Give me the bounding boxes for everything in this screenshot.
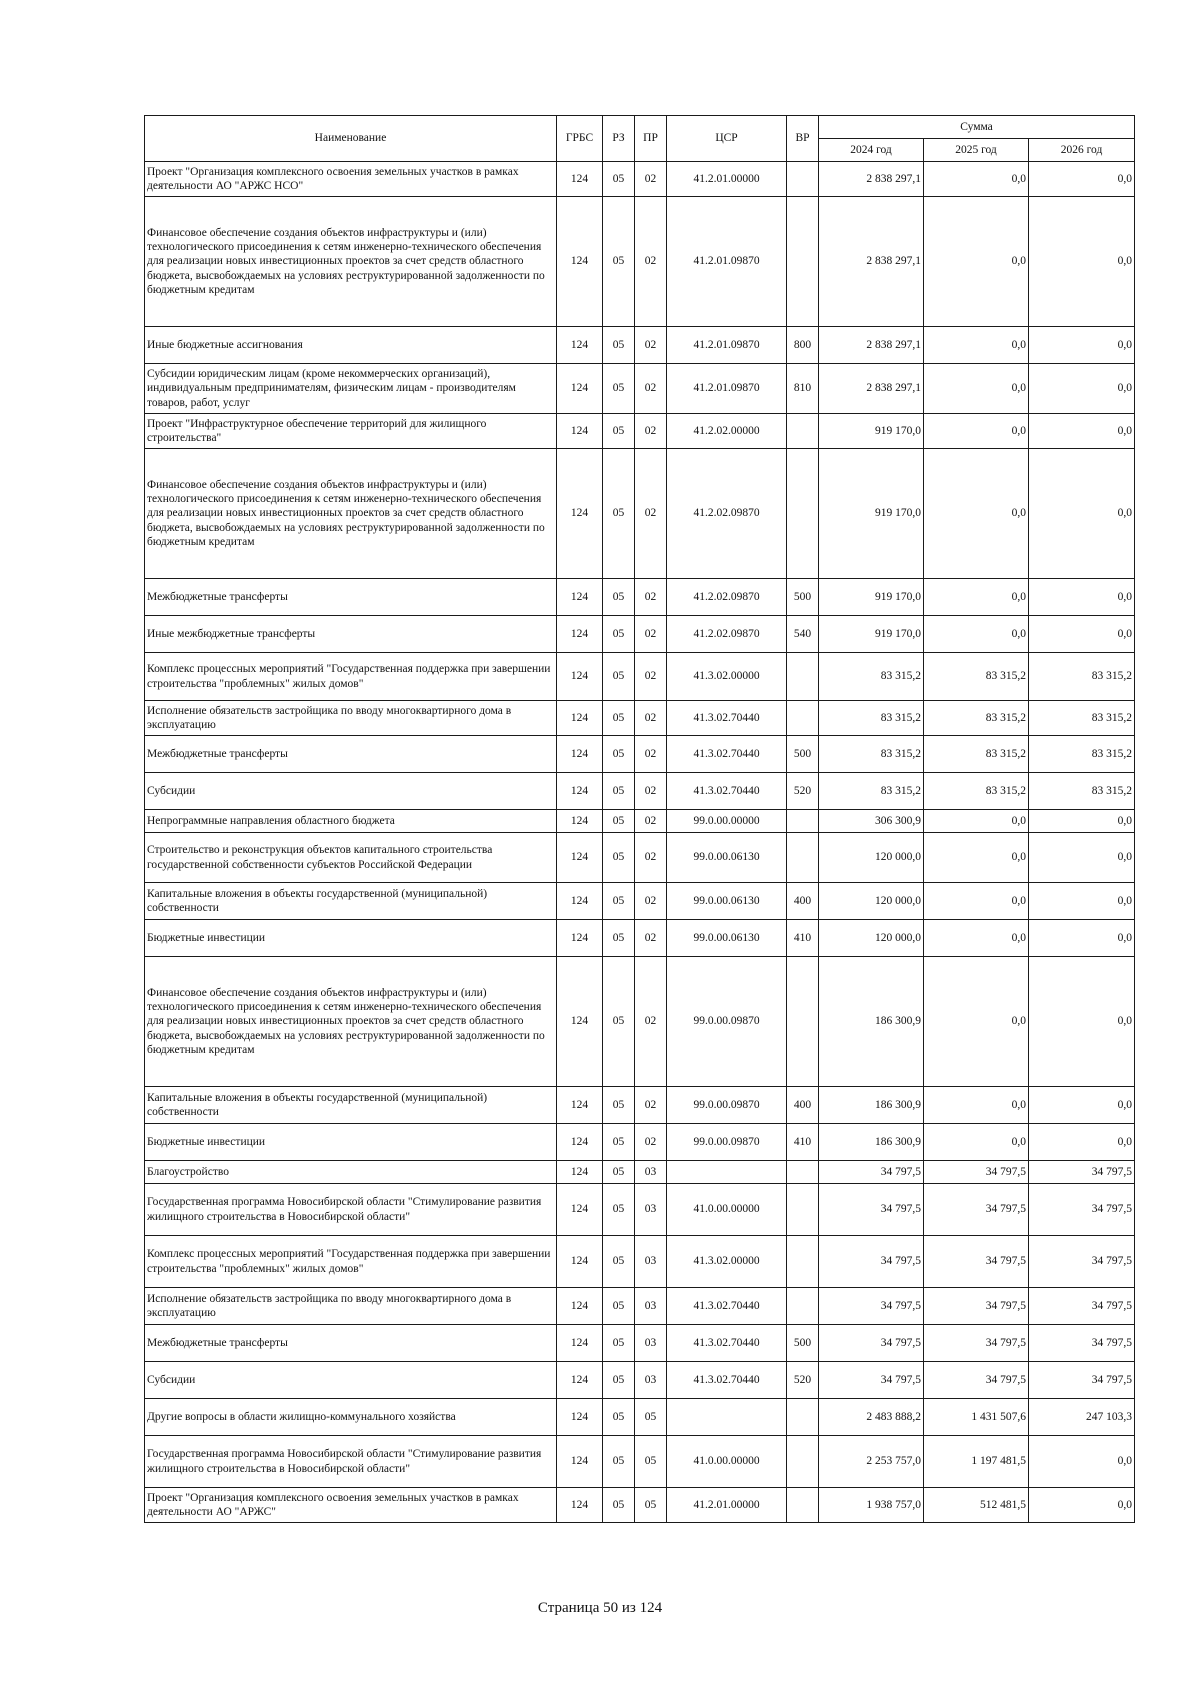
cell-pr: 02 [635,653,667,701]
cell-vr [787,1236,819,1288]
cell-sum-2025: 0,0 [924,449,1029,579]
cell-sum-2024: 120 000,0 [819,833,924,883]
cell-sum-2025: 1 197 481,5 [924,1436,1029,1488]
cell-sum-2026: 0,0 [1029,197,1135,327]
cell-rz: 05 [603,449,635,579]
cell-name: Государственная программа Новосибирской области "Стимулирование развития жилищного строительства в Новосибирской области" [145,1184,557,1236]
cell-pr: 02 [635,833,667,883]
cell-vr [787,162,819,197]
cell-pr: 03 [635,1325,667,1362]
cell-rz: 05 [603,414,635,449]
cell-csr: 41.3.02.70440 [667,701,787,736]
cell-vr [787,1184,819,1236]
cell-vr: 500 [787,736,819,773]
cell-rz: 05 [603,883,635,920]
table-row [145,1184,1135,1236]
cell-sum-2024: 34 797,5 [819,1325,924,1362]
cell-vr: 410 [787,1124,819,1161]
cell-sum-2024: 306 300,9 [819,810,924,833]
cell-sum-2024: 120 000,0 [819,920,924,957]
cell-grbs: 124 [557,883,603,920]
cell-csr [667,1161,787,1184]
header-year-2026: 2026 год [1029,139,1135,162]
cell-sum-2025: 0,0 [924,197,1029,327]
cell-pr: 02 [635,810,667,833]
cell-name: Строительство и реконструкция объектов капитального строительства государственной собственности субъектов Российской Федерации [145,833,557,883]
cell-csr: 41.2.01.09870 [667,197,787,327]
table-body [145,162,1135,1523]
cell-vr: 500 [787,1325,819,1362]
cell-rz: 05 [603,1161,635,1184]
cell-sum-2026: 0,0 [1029,920,1135,957]
header-name: Наименование [145,116,557,162]
cell-pr: 03 [635,1362,667,1399]
cell-vr: 520 [787,773,819,810]
cell-grbs: 124 [557,1236,603,1288]
cell-csr: 41.3.02.00000 [667,653,787,701]
table-row [145,616,1135,653]
cell-grbs: 124 [557,1288,603,1325]
table-row [145,1124,1135,1161]
cell-csr: 41.3.02.70440 [667,773,787,810]
cell-sum-2024: 186 300,9 [819,957,924,1087]
cell-name: Бюджетные инвестиции [145,1124,557,1161]
table-row [145,162,1135,197]
cell-pr: 03 [635,1161,667,1184]
cell-vr: 400 [787,1087,819,1124]
cell-csr: 99.0.00.06130 [667,883,787,920]
cell-csr: 41.2.01.09870 [667,364,787,414]
cell-name: Бюджетные инвестиции [145,920,557,957]
cell-grbs: 124 [557,162,603,197]
cell-rz: 05 [603,1087,635,1124]
cell-csr: 99.0.00.06130 [667,833,787,883]
cell-pr: 02 [635,920,667,957]
cell-sum-2024: 2 838 297,1 [819,364,924,414]
cell-vr [787,414,819,449]
cell-pr: 02 [635,701,667,736]
cell-name: Проект "Инфраструктурное обеспечение территорий для жилищного строительства" [145,414,557,449]
cell-sum-2024: 2 483 888,2 [819,1399,924,1436]
cell-sum-2025: 0,0 [924,833,1029,883]
cell-rz: 05 [603,736,635,773]
cell-sum-2026: 34 797,5 [1029,1161,1135,1184]
cell-sum-2025: 83 315,2 [924,773,1029,810]
cell-name: Субсидии юридическим лицам (кроме некоммерческих организаций), индивидуальным предпринимателям, физическим лицам - производителям товаров, работ, услуг [145,364,557,414]
cell-csr: 41.3.02.70440 [667,1325,787,1362]
cell-sum-2024: 186 300,9 [819,1124,924,1161]
table-row [145,414,1135,449]
cell-sum-2025: 0,0 [924,920,1029,957]
cell-rz: 05 [603,364,635,414]
cell-csr: 41.3.02.70440 [667,1288,787,1325]
cell-pr: 02 [635,883,667,920]
cell-vr: 810 [787,364,819,414]
table-row [145,1236,1135,1288]
cell-grbs: 124 [557,414,603,449]
cell-pr: 02 [635,579,667,616]
cell-sum-2026: 0,0 [1029,883,1135,920]
cell-grbs: 124 [557,616,603,653]
cell-rz: 05 [603,197,635,327]
table-row [145,1436,1135,1488]
cell-sum-2026: 34 797,5 [1029,1325,1135,1362]
cell-pr: 05 [635,1488,667,1523]
header-year-2025: 2025 год [924,139,1029,162]
cell-rz: 05 [603,327,635,364]
cell-vr [787,449,819,579]
cell-sum-2026: 0,0 [1029,1436,1135,1488]
cell-rz: 05 [603,957,635,1087]
cell-sum-2024: 34 797,5 [819,1236,924,1288]
table-row [145,833,1135,883]
cell-pr: 02 [635,1087,667,1124]
cell-csr: 99.0.00.06130 [667,920,787,957]
cell-name: Иные бюджетные ассигнования [145,327,557,364]
cell-sum-2026: 247 103,3 [1029,1399,1135,1436]
cell-sum-2026: 83 315,2 [1029,773,1135,810]
cell-csr: 41.0.00.00000 [667,1436,787,1488]
cell-grbs: 124 [557,197,603,327]
cell-sum-2026: 0,0 [1029,162,1135,197]
cell-grbs: 124 [557,1362,603,1399]
cell-rz: 05 [603,653,635,701]
cell-sum-2025: 0,0 [924,810,1029,833]
cell-grbs: 124 [557,364,603,414]
cell-sum-2026: 0,0 [1029,616,1135,653]
table-row [145,1362,1135,1399]
cell-sum-2026: 0,0 [1029,449,1135,579]
cell-sum-2024: 1 938 757,0 [819,1488,924,1523]
cell-rz: 05 [603,920,635,957]
header-vr: ВР [787,116,819,162]
cell-grbs: 124 [557,736,603,773]
cell-vr [787,197,819,327]
cell-vr [787,833,819,883]
cell-name: Капитальные вложения в объекты государственной (муниципальной) собственности [145,883,557,920]
cell-grbs: 124 [557,653,603,701]
cell-vr [787,1436,819,1488]
cell-vr [787,701,819,736]
cell-name: Государственная программа Новосибирской области "Стимулирование развития жилищного строительства в Новосибирской области" [145,1436,557,1488]
cell-vr: 800 [787,327,819,364]
cell-sum-2025: 34 797,5 [924,1325,1029,1362]
table-row [145,736,1135,773]
cell-pr: 05 [635,1399,667,1436]
cell-rz: 05 [603,833,635,883]
cell-vr [787,1161,819,1184]
cell-sum-2026: 0,0 [1029,833,1135,883]
cell-vr [787,1488,819,1523]
table-row [145,449,1135,579]
cell-vr: 520 [787,1362,819,1399]
cell-csr: 41.2.02.09870 [667,449,787,579]
cell-pr: 02 [635,449,667,579]
cell-name: Проект "Организация комплексного освоения земельных участков в рамках деятельности АО "АРЖС НСО" [145,162,557,197]
header-rz: РЗ [603,116,635,162]
cell-pr: 02 [635,197,667,327]
table-row [145,1399,1135,1436]
cell-vr [787,653,819,701]
header-csr: ЦСР [667,116,787,162]
cell-sum-2024: 919 170,0 [819,414,924,449]
cell-vr [787,1399,819,1436]
cell-rz: 05 [603,1436,635,1488]
cell-rz: 05 [603,162,635,197]
cell-name: Иные межбюджетные трансферты [145,616,557,653]
cell-sum-2024: 919 170,0 [819,449,924,579]
cell-sum-2025: 34 797,5 [924,1184,1029,1236]
table-row [145,1087,1135,1124]
cell-sum-2026: 0,0 [1029,810,1135,833]
cell-rz: 05 [603,1288,635,1325]
cell-csr: 41.3.02.00000 [667,1236,787,1288]
cell-csr: 41.2.02.09870 [667,616,787,653]
cell-rz: 05 [603,616,635,653]
cell-name: Капитальные вложения в объекты государственной (муниципальной) собственности [145,1087,557,1124]
cell-sum-2025: 0,0 [924,162,1029,197]
cell-name: Финансовое обеспечение создания объектов инфраструктуры и (или) технологического присоединения к сетям инженерно-технического обеспечения для реализации новых инвестиционных проектов за счет средств областного бюджета, высвобождаемых на условиях реструктурированной задолженности по бюджетным кредитам [145,197,557,327]
cell-name: Другие вопросы в области жилищно-коммунального хозяйства [145,1399,557,1436]
page-number: Страница 50 из 124 [537,1600,663,1616]
table-row [145,1161,1135,1184]
cell-grbs: 124 [557,449,603,579]
cell-sum-2025: 83 315,2 [924,653,1029,701]
cell-sum-2026: 34 797,5 [1029,1236,1135,1288]
cell-csr: 41.3.02.70440 [667,736,787,773]
cell-vr: 400 [787,883,819,920]
cell-grbs: 124 [557,810,603,833]
cell-sum-2024: 34 797,5 [819,1184,924,1236]
cell-pr: 02 [635,616,667,653]
cell-rz: 05 [603,1362,635,1399]
cell-sum-2024: 83 315,2 [819,653,924,701]
cell-sum-2026: 83 315,2 [1029,653,1135,701]
cell-sum-2025: 0,0 [924,957,1029,1087]
cell-grbs: 124 [557,1161,603,1184]
cell-sum-2025: 0,0 [924,579,1029,616]
cell-sum-2025: 83 315,2 [924,736,1029,773]
cell-grbs: 124 [557,1436,603,1488]
cell-grbs: 124 [557,1488,603,1523]
cell-rz: 05 [603,1399,635,1436]
cell-grbs: 124 [557,957,603,1087]
cell-pr: 03 [635,1184,667,1236]
cell-sum-2024: 83 315,2 [819,773,924,810]
cell-sum-2024: 83 315,2 [819,701,924,736]
cell-rz: 05 [603,1325,635,1362]
cell-rz: 05 [603,810,635,833]
cell-rz: 05 [603,1236,635,1288]
cell-grbs: 124 [557,1124,603,1161]
cell-sum-2026: 34 797,5 [1029,1184,1135,1236]
cell-grbs: 124 [557,773,603,810]
cell-rz: 05 [603,1488,635,1523]
cell-sum-2025: 0,0 [924,1087,1029,1124]
cell-sum-2025: 512 481,5 [924,1488,1029,1523]
cell-rz: 05 [603,579,635,616]
table-row [145,579,1135,616]
table-row [145,1288,1135,1325]
cell-name: Исполнение обязательств застройщика по вводу многоквартирного дома в эксплуатацию [145,701,557,736]
table-row [145,1488,1135,1523]
cell-sum-2025: 0,0 [924,1124,1029,1161]
header-sum: Сумма [819,116,1135,139]
cell-grbs: 124 [557,579,603,616]
header-pr: ПР [635,116,667,162]
cell-pr: 02 [635,327,667,364]
cell-pr: 02 [635,773,667,810]
cell-csr: 41.3.02.70440 [667,1362,787,1399]
cell-name: Исполнение обязательств застройщика по вводу многоквартирного дома в эксплуатацию [145,1288,557,1325]
cell-sum-2026: 0,0 [1029,364,1135,414]
table-row [145,653,1135,701]
cell-sum-2026: 83 315,2 [1029,701,1135,736]
cell-vr: 500 [787,579,819,616]
cell-name: Финансовое обеспечение создания объектов инфраструктуры и (или) технологического присоединения к сетям инженерно-технического обеспечения для реализации новых инвестиционных проектов за счет средств областного бюджета, высвобождаемых на условиях реструктурированной задолженности по бюджетным кредитам [145,957,557,1087]
table-row [145,1325,1135,1362]
cell-sum-2026: 0,0 [1029,327,1135,364]
cell-sum-2025: 0,0 [924,883,1029,920]
cell-grbs: 124 [557,1087,603,1124]
cell-sum-2025: 34 797,5 [924,1362,1029,1399]
cell-sum-2026: 0,0 [1029,579,1135,616]
cell-sum-2026: 34 797,5 [1029,1362,1135,1399]
cell-name: Непрограммные направления областного бюджета [145,810,557,833]
cell-sum-2024: 83 315,2 [819,736,924,773]
cell-csr: 41.2.01.09870 [667,327,787,364]
cell-csr: 99.0.00.00000 [667,810,787,833]
cell-grbs: 124 [557,1325,603,1362]
cell-sum-2025: 83 315,2 [924,701,1029,736]
header-year-2024: 2024 год [819,139,924,162]
cell-sum-2025: 1 431 507,6 [924,1399,1029,1436]
cell-name: Комплекс процессных мероприятий "Государственная поддержка при завершении строительства "проблемных" жилых домов" [145,1236,557,1288]
cell-csr: 41.2.01.00000 [667,162,787,197]
cell-sum-2024: 2 838 297,1 [819,197,924,327]
cell-sum-2025: 34 797,5 [924,1236,1029,1288]
table-row [145,920,1135,957]
cell-sum-2026: 0,0 [1029,1087,1135,1124]
cell-vr: 540 [787,616,819,653]
table-row [145,773,1135,810]
table-row [145,701,1135,736]
table-row [145,197,1135,327]
cell-sum-2026: 34 797,5 [1029,1288,1135,1325]
cell-pr: 02 [635,957,667,1087]
cell-csr: 41.2.01.00000 [667,1488,787,1523]
cell-csr: 41.2.02.09870 [667,579,787,616]
cell-name: Проект "Организация комплексного освоения земельных участков в рамках деятельности АО "АРЖС" [145,1488,557,1523]
cell-grbs: 124 [557,327,603,364]
cell-grbs: 124 [557,833,603,883]
cell-name: Межбюджетные трансферты [145,1325,557,1362]
cell-sum-2026: 0,0 [1029,1488,1135,1523]
cell-pr: 02 [635,1124,667,1161]
cell-vr [787,957,819,1087]
cell-sum-2024: 2 253 757,0 [819,1436,924,1488]
cell-grbs: 124 [557,920,603,957]
cell-sum-2024: 34 797,5 [819,1161,924,1184]
cell-rz: 05 [603,773,635,810]
header-grbs: ГРБС [557,116,603,162]
cell-name: Комплекс процессных мероприятий "Государственная поддержка при завершении строительства "проблемных" жилых домов" [145,653,557,701]
cell-pr: 02 [635,736,667,773]
table-row [145,810,1135,833]
table-row [145,364,1135,414]
cell-csr [667,1399,787,1436]
cell-sum-2026: 0,0 [1029,1124,1135,1161]
cell-vr [787,1288,819,1325]
cell-sum-2025: 0,0 [924,327,1029,364]
cell-sum-2024: 2 838 297,1 [819,162,924,197]
table-row [145,883,1135,920]
budget-table [144,115,1135,1523]
cell-csr: 41.2.02.00000 [667,414,787,449]
cell-vr: 410 [787,920,819,957]
cell-sum-2024: 120 000,0 [819,883,924,920]
cell-vr [787,810,819,833]
cell-pr: 02 [635,414,667,449]
cell-sum-2025: 34 797,5 [924,1288,1029,1325]
cell-sum-2026: 0,0 [1029,414,1135,449]
table-row [145,327,1135,364]
cell-sum-2026: 0,0 [1029,957,1135,1087]
cell-sum-2025: 0,0 [924,616,1029,653]
cell-csr: 99.0.00.09870 [667,1124,787,1161]
cell-pr: 03 [635,1288,667,1325]
cell-rz: 05 [603,1124,635,1161]
cell-csr: 41.0.00.00000 [667,1184,787,1236]
cell-name: Субсидии [145,1362,557,1399]
cell-pr: 02 [635,364,667,414]
table-row [145,957,1135,1087]
cell-grbs: 124 [557,1399,603,1436]
cell-sum-2024: 919 170,0 [819,616,924,653]
cell-sum-2025: 34 797,5 [924,1161,1029,1184]
cell-pr: 05 [635,1436,667,1488]
cell-grbs: 124 [557,1184,603,1236]
cell-rz: 05 [603,701,635,736]
cell-sum-2025: 0,0 [924,364,1029,414]
cell-name: Финансовое обеспечение создания объектов инфраструктуры и (или) технологического присоединения к сетям инженерно-технического обеспечения для реализации новых инвестиционных проектов за счет средств областного бюджета, высвобождаемых на условиях реструктурированной задолженности по бюджетным кредитам [145,449,557,579]
cell-name: Благоустройство [145,1161,557,1184]
cell-sum-2024: 2 838 297,1 [819,327,924,364]
cell-name: Межбюджетные трансферты [145,736,557,773]
cell-csr: 99.0.00.09870 [667,957,787,1087]
cell-grbs: 124 [557,701,603,736]
cell-sum-2024: 186 300,9 [819,1087,924,1124]
cell-name: Субсидии [145,773,557,810]
cell-sum-2025: 0,0 [924,414,1029,449]
cell-pr: 02 [635,162,667,197]
cell-name: Межбюджетные трансферты [145,579,557,616]
cell-sum-2024: 919 170,0 [819,579,924,616]
cell-rz: 05 [603,1184,635,1236]
cell-csr: 99.0.00.09870 [667,1087,787,1124]
cell-sum-2024: 34 797,5 [819,1362,924,1399]
cell-sum-2024: 34 797,5 [819,1288,924,1325]
cell-pr: 03 [635,1236,667,1288]
cell-sum-2026: 83 315,2 [1029,736,1135,773]
